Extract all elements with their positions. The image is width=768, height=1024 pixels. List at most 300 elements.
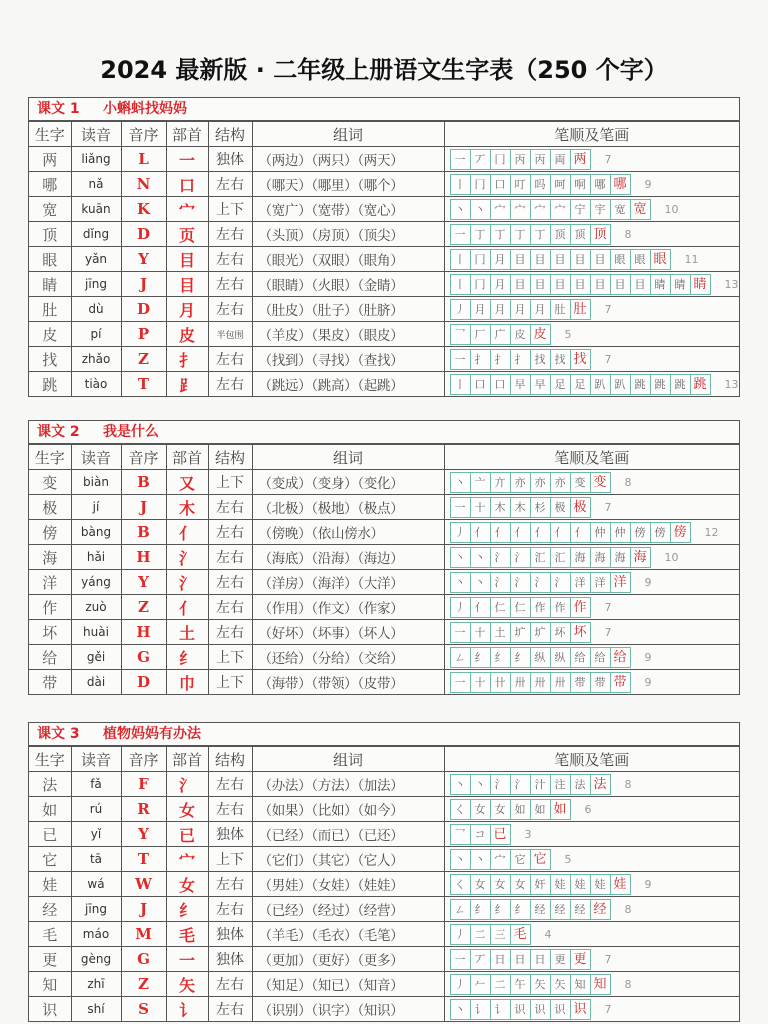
- stroke-boxes: [450, 199, 651, 220]
- stroke-order-cell: [444, 297, 739, 322]
- table-row: [29, 822, 739, 847]
- stroke-box: 眼: [610, 249, 630, 270]
- stroke-box: 目: [610, 274, 630, 295]
- stroke-box: 呵: [550, 174, 570, 195]
- character-cell: 两: [29, 147, 71, 172]
- stroke-box: 变: [590, 472, 611, 493]
- stroke-box: 给: [570, 647, 590, 668]
- stroke-box: 娃: [550, 874, 570, 895]
- stroke-box: 讠: [490, 999, 510, 1020]
- stroke-boxes: [450, 672, 631, 693]
- lesson-table: [28, 722, 740, 1022]
- stroke-order-cell: [444, 595, 739, 620]
- table-row: [29, 372, 739, 397]
- stroke-box: 它: [530, 849, 551, 870]
- stroke-count: 7: [604, 952, 612, 966]
- table-row: [29, 545, 739, 570]
- stroke-box: 丿: [450, 299, 470, 320]
- stroke-order-cell: [444, 645, 739, 670]
- structure-cell: 左右: [208, 495, 252, 520]
- sequence-letter-cell: P: [121, 322, 166, 347]
- sequence-letter-cell: D: [121, 297, 166, 322]
- stroke-box: 娃: [610, 874, 631, 895]
- stroke-box: 变: [570, 472, 590, 493]
- header-radical: 部首: [166, 122, 208, 147]
- stroke-box: 月: [530, 299, 550, 320]
- stroke-count: 12: [704, 525, 719, 539]
- header-char: 生字: [29, 747, 71, 772]
- lesson-name: 我是什么: [103, 424, 159, 440]
- stroke-box: 丁: [490, 224, 510, 245]
- stroke-box: 日: [490, 949, 510, 970]
- header-strokes: 笔顺及笔画: [444, 122, 739, 147]
- character-cell: 跳: [29, 372, 71, 397]
- sequence-letter-cell: Z: [121, 595, 166, 620]
- stroke-boxes: [450, 224, 611, 245]
- header-structure: 结构: [208, 122, 252, 147]
- header-pinyin: 读音: [71, 747, 121, 772]
- stroke-box: 丨: [450, 274, 470, 295]
- stroke-box: 丶: [470, 849, 490, 870]
- character-cell: 给: [29, 645, 71, 670]
- structure-cell: 左右: [208, 372, 252, 397]
- structure-cell: 半包围: [208, 322, 252, 347]
- table-row: [29, 947, 739, 972]
- sequence-letter-cell: W: [121, 872, 166, 897]
- table-row: [29, 297, 739, 322]
- word-group-cell: （已经）（经过）（经营）: [252, 897, 444, 922]
- sequence-letter-cell: D: [121, 222, 166, 247]
- stroke-box: 作: [550, 597, 570, 618]
- stroke-box: 一: [450, 224, 470, 245]
- radical-cell: 毛: [166, 922, 208, 947]
- stroke-box: 丶: [450, 774, 470, 795]
- stroke-box: 乛: [450, 324, 470, 345]
- word-group-cell: （如果）（比如）（如今）: [252, 797, 444, 822]
- character-table: [29, 121, 739, 396]
- stroke-box: 目: [630, 274, 650, 295]
- stroke-box: 目: [530, 249, 550, 270]
- structure-cell: 左右: [208, 772, 252, 797]
- stroke-box: 海: [570, 547, 590, 568]
- stroke-order-cell: [444, 972, 739, 997]
- stroke-order-cell: [444, 922, 739, 947]
- stroke-box: 带: [610, 672, 631, 693]
- header-words: 组词: [252, 445, 444, 470]
- sequence-letter-cell: J: [121, 272, 166, 297]
- pinyin-cell: tiào: [71, 372, 121, 397]
- stroke-box: 十: [470, 622, 490, 643]
- word-group-cell: （好坏）（坏事）（坏人）: [252, 620, 444, 645]
- word-group-cell: （眼光）（双眼）（眼角）: [252, 247, 444, 272]
- stroke-count: 9: [644, 675, 652, 689]
- stroke-boxes: [450, 799, 571, 820]
- sequence-letter-cell: N: [121, 172, 166, 197]
- stroke-count: 8: [624, 475, 632, 489]
- header-radical: 部首: [166, 445, 208, 470]
- table-row: [29, 847, 739, 872]
- stroke-box: 午: [510, 974, 530, 995]
- lesson-name: 小蝌蚪找妈妈: [103, 101, 187, 117]
- radical-cell: 纟: [166, 645, 208, 670]
- stroke-box: 知: [590, 974, 611, 995]
- stroke-count: 10: [664, 202, 679, 216]
- structure-cell: 上下: [208, 645, 252, 670]
- pinyin-cell: nǎ: [71, 172, 121, 197]
- stroke-box: 纵: [530, 647, 550, 668]
- structure-cell: 左右: [208, 520, 252, 545]
- header-strokes: 笔顺及笔画: [444, 445, 739, 470]
- stroke-box: 注: [550, 774, 570, 795]
- stroke-box: 亻: [470, 522, 490, 543]
- stroke-box: 哪: [590, 174, 610, 195]
- stroke-count: 4: [544, 927, 552, 941]
- stroke-box: 经: [550, 899, 570, 920]
- stroke-box: 亣: [490, 472, 510, 493]
- stroke-box: 顶: [570, 224, 590, 245]
- stroke-box: 识: [530, 999, 550, 1020]
- lesson-number: 课文 2: [37, 424, 80, 440]
- stroke-box: 卅: [530, 672, 550, 693]
- stroke-boxes: [450, 622, 591, 643]
- stroke-box: 更: [550, 949, 570, 970]
- stroke-count: 7: [604, 625, 612, 639]
- stroke-box: 丶: [470, 199, 490, 220]
- header-words: 组词: [252, 122, 444, 147]
- stroke-box: 仁: [510, 597, 530, 618]
- sequence-letter-cell: T: [121, 847, 166, 872]
- table-row: [29, 222, 739, 247]
- stroke-box: 丶: [450, 849, 470, 870]
- stroke-box: 一: [450, 622, 470, 643]
- structure-cell: 独体: [208, 822, 252, 847]
- stroke-order-cell: [444, 322, 739, 347]
- sequence-letter-cell: B: [121, 470, 166, 495]
- character-cell: 已: [29, 822, 71, 847]
- pinyin-cell: zuò: [71, 595, 121, 620]
- word-group-cell: （找到）（寻找）（查找）: [252, 347, 444, 372]
- stroke-order-cell: [444, 222, 739, 247]
- character-cell: 识: [29, 997, 71, 1022]
- radical-cell: 口: [166, 172, 208, 197]
- stroke-boxes: [450, 974, 611, 995]
- radical-cell: 已: [166, 822, 208, 847]
- radical-cell: 讠: [166, 997, 208, 1022]
- pinyin-cell: bàng: [71, 520, 121, 545]
- header-seq: 音序: [121, 747, 166, 772]
- stroke-box: 扌: [490, 349, 510, 370]
- stroke-box: 找: [530, 349, 550, 370]
- radical-cell: 土: [166, 620, 208, 645]
- stroke-box: 哃: [570, 174, 590, 195]
- stroke-box: 宽: [610, 199, 630, 220]
- stroke-box: 吗: [530, 174, 550, 195]
- pinyin-cell: dǐng: [71, 222, 121, 247]
- stroke-box: 乛: [450, 824, 470, 845]
- stroke-box: 纵: [550, 647, 570, 668]
- stroke-box: 仁: [490, 597, 510, 618]
- structure-cell: 上下: [208, 847, 252, 872]
- stroke-box: 亦: [550, 472, 570, 493]
- header-row: [29, 747, 739, 772]
- stroke-box: 汇: [530, 547, 550, 568]
- stroke-box: 圹: [530, 622, 550, 643]
- stroke-box: 带: [590, 672, 610, 693]
- word-group-cell: （海带）（带领）（皮带）: [252, 670, 444, 695]
- word-group-cell: （知足）（知已）（知音）: [252, 972, 444, 997]
- stroke-box: 女: [490, 799, 510, 820]
- character-cell: 如: [29, 797, 71, 822]
- radical-cell: 亻: [166, 595, 208, 620]
- pinyin-cell: jīng: [71, 897, 121, 922]
- stroke-order-cell: [444, 797, 739, 822]
- stroke-boxes: [450, 824, 511, 845]
- stroke-box: 亠: [470, 472, 490, 493]
- stroke-box: 日: [510, 949, 530, 970]
- stroke-count: 8: [624, 902, 632, 916]
- stroke-box: 氵: [510, 774, 530, 795]
- radical-cell: 页: [166, 222, 208, 247]
- stroke-order-cell: [444, 822, 739, 847]
- sequence-letter-cell: J: [121, 897, 166, 922]
- character-cell: 傍: [29, 520, 71, 545]
- character-table: [29, 746, 739, 1021]
- structure-cell: 左右: [208, 897, 252, 922]
- stroke-box: 口: [490, 174, 510, 195]
- stroke-box: 一: [450, 497, 470, 518]
- stroke-box: 仲: [590, 522, 610, 543]
- stroke-box: 丶: [450, 199, 470, 220]
- stroke-box: 傍: [650, 522, 670, 543]
- stroke-box: 口: [470, 374, 490, 395]
- stroke-box: 海: [610, 547, 630, 568]
- stroke-box: 冂: [470, 274, 490, 295]
- stroke-box: 纟: [490, 899, 510, 920]
- stroke-box: 宁: [570, 199, 590, 220]
- sequence-letter-cell: T: [121, 372, 166, 397]
- stroke-count: 7: [604, 352, 612, 366]
- stroke-box: 丙: [530, 149, 550, 170]
- stroke-box: 丨: [450, 374, 470, 395]
- stroke-box: 经: [590, 899, 611, 920]
- stroke-count: 7: [604, 302, 612, 316]
- stroke-box: 目: [570, 274, 590, 295]
- stroke-count: 7: [604, 500, 612, 514]
- radical-cell: 目: [166, 247, 208, 272]
- stroke-boxes: [450, 949, 591, 970]
- sequence-letter-cell: Z: [121, 972, 166, 997]
- stroke-box: 宽: [630, 199, 651, 220]
- stroke-box: 顶: [590, 224, 611, 245]
- stroke-box: 亻: [470, 597, 490, 618]
- sequence-letter-cell: H: [121, 545, 166, 570]
- stroke-box: 海: [590, 547, 610, 568]
- stroke-order-cell: [444, 570, 739, 595]
- sequence-letter-cell: Y: [121, 247, 166, 272]
- stroke-box: 广: [490, 324, 510, 345]
- stroke-box: 目: [510, 274, 530, 295]
- pinyin-cell: liǎng: [71, 147, 121, 172]
- stroke-box: 跳: [650, 374, 670, 395]
- word-group-cell: （办法）（方法）（加法）: [252, 772, 444, 797]
- character-cell: 知: [29, 972, 71, 997]
- structure-cell: 左右: [208, 595, 252, 620]
- stroke-order-cell: [444, 772, 739, 797]
- character-cell: 毛: [29, 922, 71, 947]
- stroke-box: 作: [570, 597, 591, 618]
- stroke-count: 5: [564, 852, 572, 866]
- header-structure: 结构: [208, 445, 252, 470]
- stroke-order-cell: [444, 347, 739, 372]
- stroke-box: 纟: [510, 647, 530, 668]
- stroke-count: 5: [564, 327, 572, 341]
- word-group-cell: （识别）（识字）（知识）: [252, 997, 444, 1022]
- table-row: [29, 772, 739, 797]
- stroke-box: 卅: [550, 672, 570, 693]
- stroke-count: 7: [604, 152, 612, 166]
- header-pinyin: 读音: [71, 445, 121, 470]
- stroke-box: 一: [450, 149, 470, 170]
- stroke-box: 丶: [470, 572, 490, 593]
- structure-cell: 独体: [208, 147, 252, 172]
- word-group-cell: （男娃）（女娃）（娃娃）: [252, 872, 444, 897]
- sequence-letter-cell: H: [121, 620, 166, 645]
- stroke-box: 纟: [490, 647, 510, 668]
- stroke-box: 丆: [470, 149, 490, 170]
- pinyin-cell: tā: [71, 847, 121, 872]
- stroke-box: 卄: [490, 672, 510, 693]
- stroke-order-cell: [444, 372, 739, 397]
- stroke-box: 傍: [630, 522, 650, 543]
- stroke-box: 宇: [590, 199, 610, 220]
- word-group-cell: （还给）（分给）（交给）: [252, 645, 444, 670]
- table-row: [29, 570, 739, 595]
- stroke-box: 目: [590, 274, 610, 295]
- stroke-count: 9: [644, 877, 652, 891]
- header-words: 组词: [252, 747, 444, 772]
- stroke-box: 十: [470, 672, 490, 693]
- stroke-order-cell: [444, 897, 739, 922]
- structure-cell: 独体: [208, 922, 252, 947]
- stroke-box: 哪: [610, 174, 631, 195]
- stroke-box: 跳: [670, 374, 690, 395]
- stroke-box: 月: [510, 299, 530, 320]
- stroke-boxes: [450, 249, 671, 270]
- stroke-box: 圹: [510, 622, 530, 643]
- stroke-box: 氵: [510, 572, 530, 593]
- stroke-order-cell: [444, 520, 739, 545]
- stroke-box: 识: [570, 999, 591, 1020]
- character-cell: 宽: [29, 197, 71, 222]
- radical-cell: 目: [166, 272, 208, 297]
- stroke-box: 纟: [470, 647, 490, 668]
- stroke-box: 经: [530, 899, 550, 920]
- table-row: [29, 272, 739, 297]
- stroke-box: 木: [490, 497, 510, 518]
- stroke-box: 宀: [530, 199, 550, 220]
- stroke-box: 已: [490, 824, 511, 845]
- structure-cell: 左右: [208, 797, 252, 822]
- stroke-box: 目: [590, 249, 610, 270]
- stroke-boxes: [450, 274, 711, 295]
- sequence-letter-cell: Y: [121, 822, 166, 847]
- word-group-cell: （傍晚）（依山傍水）: [252, 520, 444, 545]
- pinyin-cell: gěi: [71, 645, 121, 670]
- stroke-box: 眼: [650, 249, 671, 270]
- stroke-order-cell: [444, 670, 739, 695]
- stroke-box: 顶: [550, 224, 570, 245]
- stroke-box: 坏: [550, 622, 570, 643]
- header-seq: 音序: [121, 122, 166, 147]
- word-group-cell: （作用）（作文）（作家）: [252, 595, 444, 620]
- stroke-box: 月: [490, 274, 510, 295]
- stroke-box: 亻: [550, 522, 570, 543]
- sequence-letter-cell: G: [121, 947, 166, 972]
- radical-cell: 氵: [166, 772, 208, 797]
- stroke-boxes: [450, 572, 631, 593]
- header-radical: 部首: [166, 747, 208, 772]
- stroke-box: 洋: [590, 572, 610, 593]
- word-group-cell: （更加）（更好）（更多）: [252, 947, 444, 972]
- word-group-cell: （跳远）（跳高）（起跳）: [252, 372, 444, 397]
- stroke-box: 跳: [690, 374, 711, 395]
- stroke-count: 11: [684, 252, 699, 266]
- table-row: [29, 797, 739, 822]
- word-group-cell: （哪天）（哪里）（哪个）: [252, 172, 444, 197]
- stroke-box: 一: [450, 949, 470, 970]
- sequence-letter-cell: Z: [121, 347, 166, 372]
- stroke-box: 氵: [490, 774, 510, 795]
- stroke-box: 宀: [490, 199, 510, 220]
- structure-cell: 左右: [208, 347, 252, 372]
- pinyin-cell: jīng: [71, 272, 121, 297]
- table-row: [29, 972, 739, 997]
- radical-cell: 女: [166, 872, 208, 897]
- stroke-box: 丿: [450, 522, 470, 543]
- sequence-letter-cell: S: [121, 997, 166, 1022]
- stroke-box: 肚: [550, 299, 570, 320]
- stroke-boxes: [450, 999, 591, 1020]
- stroke-count: 13: [724, 277, 739, 291]
- stroke-box: 目: [570, 249, 590, 270]
- pinyin-cell: yǎn: [71, 247, 121, 272]
- pinyin-cell: máo: [71, 922, 121, 947]
- sequence-letter-cell: M: [121, 922, 166, 947]
- stroke-box: 傍: [670, 522, 691, 543]
- stroke-box: 丨: [450, 174, 470, 195]
- character-cell: 肚: [29, 297, 71, 322]
- stroke-box: 两: [570, 149, 591, 170]
- character-cell: 找: [29, 347, 71, 372]
- stroke-box: 趴: [590, 374, 610, 395]
- stroke-box: 冂: [470, 174, 490, 195]
- character-cell: 眼: [29, 247, 71, 272]
- stroke-order-cell: [444, 620, 739, 645]
- stroke-box: 丶: [450, 547, 470, 568]
- stroke-box: 皮: [510, 324, 530, 345]
- stroke-box: 氵: [490, 572, 510, 593]
- stroke-box: 丁: [470, 224, 490, 245]
- stroke-box: 眼: [630, 249, 650, 270]
- table-row: [29, 347, 739, 372]
- stroke-count: 9: [644, 575, 652, 589]
- lesson-header: [29, 421, 739, 444]
- character-cell: 更: [29, 947, 71, 972]
- stroke-box: 汇: [550, 547, 570, 568]
- stroke-box: 作: [530, 597, 550, 618]
- stroke-box: 识: [510, 999, 530, 1020]
- stroke-boxes: [450, 874, 631, 895]
